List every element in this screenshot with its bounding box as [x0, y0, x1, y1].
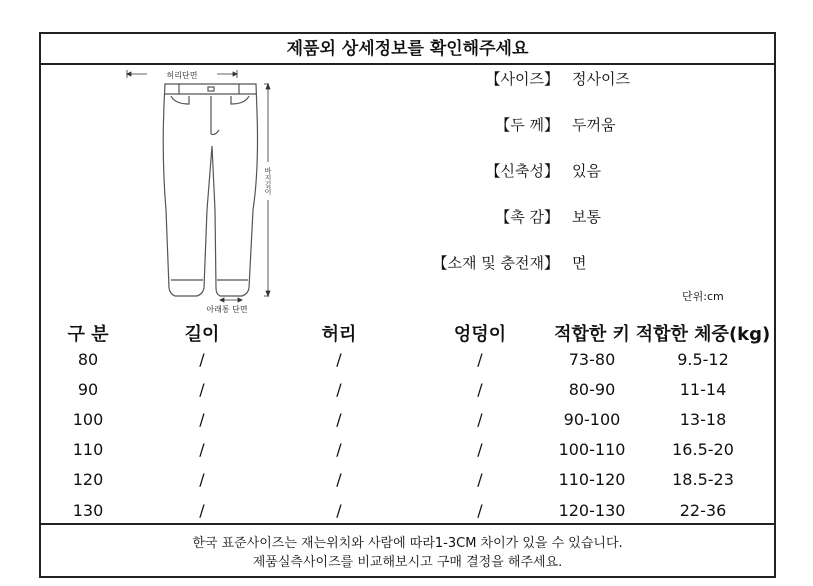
table-cell: 18.5-23	[672, 470, 734, 489]
table-cell: /	[336, 440, 342, 459]
table-cell: /	[336, 350, 342, 369]
spec-key: 【신축성】	[485, 162, 559, 180]
table-cell: /	[199, 501, 205, 520]
table-cell: 110	[72, 440, 104, 459]
header-cell: 허리	[321, 324, 357, 345]
length-label: 바지길이	[264, 167, 272, 195]
spec-row-texture	[421, 206, 751, 226]
table-cell: 100	[72, 410, 104, 429]
footer-line-2: 제품실측사이즈를 비교해보시고 구매 결정을 해주세요.	[252, 555, 563, 570]
table-cell: /	[477, 350, 483, 369]
table-cell: /	[477, 470, 483, 489]
header-cell: 적합한 체중(kg)	[635, 324, 771, 345]
footer-line-1: 한국 표준사이즈는 재는위치와 사람에 따라1-3CM 차이가 있을 수 있습니다.	[192, 536, 623, 551]
table-row	[41, 410, 774, 434]
table-cell: 130	[72, 501, 104, 520]
table-cell: /	[477, 410, 483, 429]
spec-key: 【두 께】	[495, 116, 559, 134]
table-cell: /	[336, 501, 342, 520]
table-cell: /	[199, 410, 205, 429]
spec-value: 두꺼움	[572, 116, 616, 134]
page-title: 제품외 상세정보를 확인해주세요	[41, 34, 774, 65]
table-cell: 90	[77, 380, 99, 399]
size-table-header	[41, 320, 774, 344]
table-row	[41, 501, 774, 525]
table-cell: /	[336, 380, 342, 399]
table-row	[41, 380, 774, 404]
table-cell: /	[336, 470, 342, 489]
table-cell: 13-18	[679, 410, 727, 429]
table-cell: /	[336, 410, 342, 429]
table-cell: /	[477, 440, 483, 459]
header-cell: 엉덩이	[453, 324, 507, 345]
table-cell: 11-14	[679, 380, 727, 399]
table-cell: /	[477, 501, 483, 520]
table-cell: /	[199, 440, 205, 459]
table-row	[41, 470, 774, 494]
spec-row-material	[421, 252, 751, 272]
spec-value: 있음	[572, 162, 601, 180]
footer-notice	[41, 523, 774, 578]
unit-label: 단위:cm	[682, 290, 724, 303]
table-cell: 73-80	[568, 350, 616, 369]
table-cell: 110-120	[558, 470, 626, 489]
header-cell: 구 분	[67, 324, 109, 345]
spec-key: 【소재 및 충전재】	[432, 254, 559, 272]
table-cell: 80-90	[568, 380, 616, 399]
table-cell: /	[199, 380, 205, 399]
table-row	[41, 440, 774, 464]
spec-value: 정사이즈	[572, 70, 630, 88]
table-cell: 120	[72, 470, 104, 489]
table-cell: 22-36	[679, 501, 727, 520]
header-cell: 길이	[184, 324, 220, 345]
spec-value: 보통	[572, 208, 601, 226]
table-cell: 16.5-20	[672, 440, 734, 459]
spec-row-thickness	[421, 114, 751, 134]
pants-outline	[163, 84, 257, 296]
spec-key: 【촉 감】	[495, 208, 559, 226]
table-cell: 120-130	[558, 501, 626, 520]
hem-label: 아래통 단면	[206, 305, 248, 314]
table-cell: 100-110	[558, 440, 626, 459]
waist-label: 허리단면	[166, 71, 198, 80]
table-cell: 9.5-12	[677, 350, 729, 369]
spec-row-size	[421, 68, 751, 88]
table-cell: 80	[77, 350, 99, 369]
table-cell: 90-100	[563, 410, 621, 429]
pants-diagram	[119, 70, 272, 316]
hem-measure	[220, 298, 242, 302]
header-cell: 적합한 키	[554, 324, 630, 345]
spec-row-stretch	[421, 160, 751, 180]
table-cell: /	[477, 380, 483, 399]
spec-key: 【사이즈】	[485, 70, 559, 88]
table-cell: /	[199, 350, 205, 369]
spec-value: 면	[572, 254, 587, 272]
table-row	[41, 350, 774, 374]
product-info-frame	[39, 32, 776, 578]
table-cell: /	[199, 470, 205, 489]
